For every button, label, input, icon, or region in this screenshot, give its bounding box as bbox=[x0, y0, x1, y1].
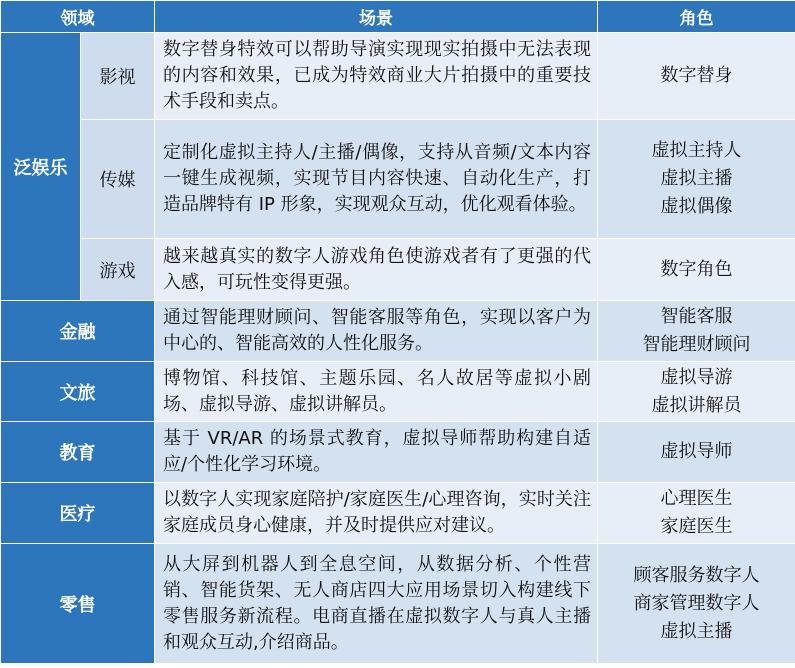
table-row bbox=[1, 483, 795, 544]
role-cell bbox=[598, 301, 795, 362]
role-item: 虚拟导师 bbox=[660, 441, 733, 462]
scene-cell: 以数字人实现家庭陪护/家庭医生/心理咨询，实时关注家庭成员身心健康，并及时提供应对建议。 bbox=[155, 483, 598, 544]
scene-cell: 越来越真实的数字人游戏角色使游戏者有了更强的代入感，可玩性变得更强。 bbox=[155, 239, 598, 301]
header-row bbox=[1, 1, 795, 33]
role-item: 智能理财顾问 bbox=[642, 334, 751, 355]
subdomain-cell: 传媒 bbox=[81, 120, 155, 239]
role-item: 虚拟主播 bbox=[660, 620, 733, 642]
table-row bbox=[1, 362, 795, 422]
role-item: 虚拟主播 bbox=[660, 168, 733, 189]
subdomain-cell: 影视 bbox=[81, 33, 155, 120]
scene-cell: 通过智能理财顾问、智能客服等角色，实现以客户为中心的、智能高效的人性化服务。 bbox=[155, 301, 598, 362]
domain-cell: 教育 bbox=[1, 422, 155, 483]
role-cell bbox=[598, 544, 795, 664]
role-item: 心理医生 bbox=[660, 488, 733, 509]
role-item: 商家管理数字人 bbox=[633, 592, 760, 614]
table-row bbox=[1, 239, 795, 301]
domain-cell: 金融 bbox=[1, 301, 155, 362]
table-row bbox=[1, 120, 795, 239]
scene-cell: 基于 VR/AR 的场景式教育，虚拟导师帮助构建自适应/个性化学习环境。 bbox=[155, 422, 598, 483]
subdomain-cell: 游戏 bbox=[81, 239, 155, 301]
role-cell bbox=[598, 483, 795, 544]
table-row bbox=[1, 301, 795, 362]
header-domain: 领域 bbox=[1, 1, 155, 33]
header-role: 角色 bbox=[598, 1, 795, 33]
role-item: 数字角色 bbox=[660, 258, 733, 280]
role-cell bbox=[598, 362, 795, 422]
domain-cell: 泛娱乐 bbox=[1, 33, 81, 301]
domain-cell: 医疗 bbox=[1, 483, 155, 544]
scene-cell: 博物馆、科技馆、主题乐园、名人故居等虚拟小剧场、虚拟导游、虚拟讲解员。 bbox=[155, 362, 598, 422]
role-item: 虚拟导游 bbox=[660, 366, 733, 388]
role-cell bbox=[598, 239, 795, 301]
domain-cell: 文旅 bbox=[1, 362, 155, 422]
table-row bbox=[1, 544, 795, 664]
role-item: 顾客服务数字人 bbox=[633, 564, 760, 586]
role-item: 家庭医生 bbox=[660, 516, 733, 537]
table-row bbox=[1, 33, 795, 120]
role-item: 虚拟主持人 bbox=[651, 140, 742, 161]
role-cell bbox=[598, 120, 795, 239]
header-scene: 场景 bbox=[155, 1, 598, 33]
role-item: 虚拟偶像 bbox=[660, 196, 733, 217]
scene-cell: 从大屏到机器人到全息空间，从数据分析、个性营销、智能货架、无人商店四大应用场景切入构建线下零售服务新流程。电商直播在虚拟数字人与真人主播和观众互动,介绍商品。 bbox=[155, 544, 598, 664]
scene-cell: 数字替身特效可以帮助导演实现现实拍摄中无法表现的内容和效果，已成为特效商业大片拍摄中的重要技术手段和卖点。 bbox=[155, 33, 598, 120]
domain-cell: 零售 bbox=[1, 544, 155, 664]
role-cell bbox=[598, 33, 795, 120]
scene-cell: 定制化虚拟主持人/主播/偶像，支持从音频/文本内容一键生成视频，实现节目内容快速、自动化生产，打造品牌特有 IP 形象，实现观众互动，优化观看体验。 bbox=[155, 120, 598, 239]
role-item: 数字替身 bbox=[660, 65, 733, 86]
role-item: 智能客服 bbox=[660, 306, 733, 327]
table-row bbox=[1, 422, 795, 483]
role-item: 虚拟讲解员 bbox=[651, 394, 742, 416]
role-cell bbox=[598, 422, 795, 483]
